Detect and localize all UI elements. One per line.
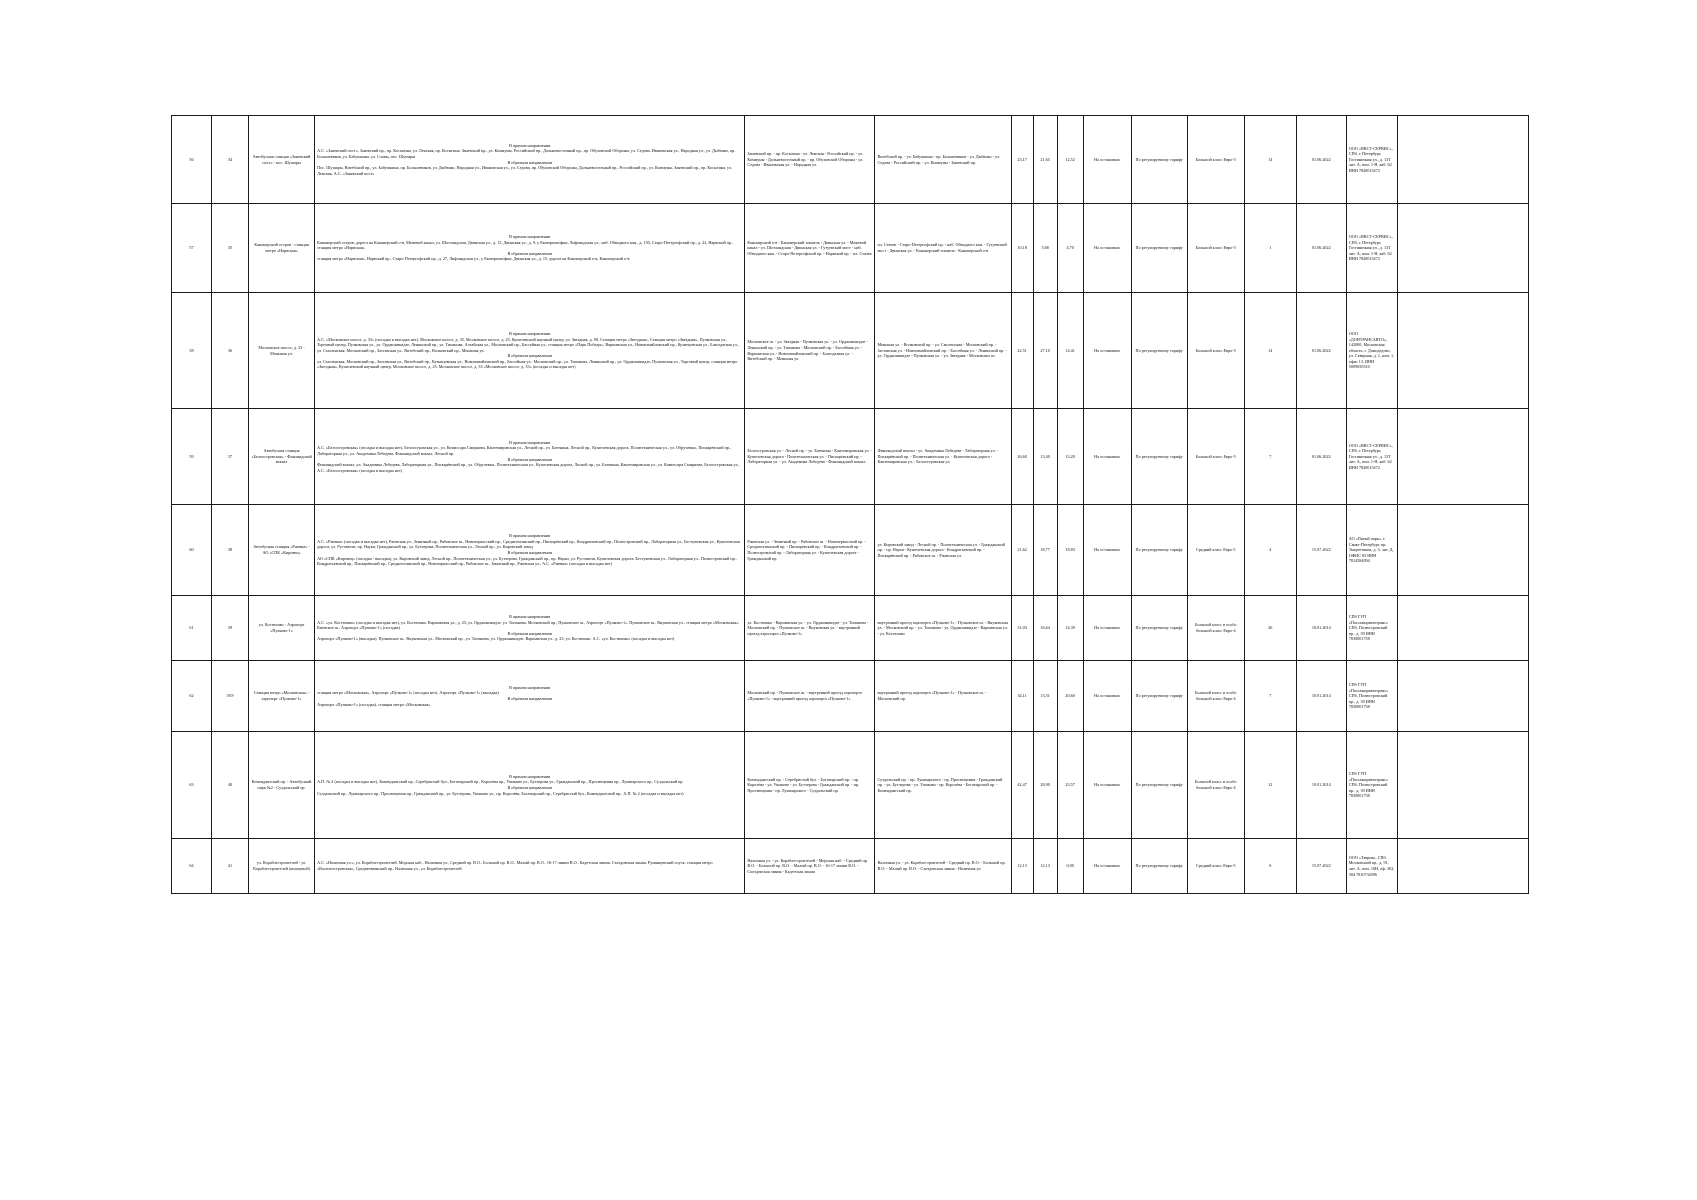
start-date-cell: 10.01.2014 [1296,732,1346,839]
length-avg-cell: 23,57 [1057,732,1083,839]
carrier-cell: АО «Пятый парк», г. Санкт-Петербург, пр. Энергетиков, д. 3, лит. Д, ОФИС 83 ИНН 7814384094 [1346,505,1397,596]
route-code-cell: 35 [212,204,249,293]
streets-forward-cell: Заневский пр. - пр. Косыгина - ул. Ленская - Российский пр. - ул. Коммуны - Дальневосточный пр. - пр. Обуховской Обороны - ул. Седова - Ивановская ул. - Народная ул. [745,116,875,204]
streets-backward-cell: пл. Стачек - Старо-Петергофский пр. - наб. Обводного кан. - Гутуевский мост - Двинская ул. - Канонерский тоннель - Канонерский о-в [875,204,1011,293]
path-forward-text: А.С. «Наличная ул.», ул. Кораблестроителей, Морская наб., Наличная ул., Средний пр. В.О., Большой пр. В.О., Малый пр. В.О., 16-17 линии В.О., Кадетская линия, Съездовская линия, Румянцевский спуск, станция метро «Василеостровская», Среднегаванский пр., Наличная ул., ул. Кораблестроителей [317,860,713,871]
route-path-cell [315,839,745,894]
path-forward-label: В прямом направлении [509,684,551,690]
empty-cell [1397,661,1528,732]
path-backward-label: В обратном направлении [507,550,552,555]
length-forward-cell: 34,11 [1011,661,1033,732]
route-number-cell: 62 [172,661,212,732]
empty-cell [1397,596,1528,661]
stop-mode-cell: На остановках [1083,293,1131,409]
length-backward-cell: 28,90 [1033,732,1057,839]
table-row [172,204,1529,293]
tariff-cell: По регулируемому тарифу [1131,732,1187,839]
path-forward-label: В прямом направлении [509,773,551,779]
length-forward-cell: 22,51 [1011,293,1033,409]
vehicle-class-cell: Большой класс и особо большой класс Евро-4 [1187,661,1244,732]
vehicle-count-cell: 14 [1244,293,1296,409]
length-avg-cell: 12,52 [1057,116,1083,204]
vehicle-count-cell: 4 [1244,505,1296,596]
route-path-cell [315,661,745,732]
streets-backward-cell: ул. Кировский завод - Лесной пр. - Политехническая ул. - Гражданский пр. - пр. Науки - Кушелевская дорога - Кондратьевский пр. - Пискарёвский пр. - Рябовское ш. - Ржевская ул. [875,505,1011,596]
length-avg-cell: 4,70 [1057,204,1083,293]
length-forward-cell: 10,18 [1011,204,1033,293]
length-forward-cell: 42,47 [1011,732,1033,839]
stop-mode-cell: На остановках [1083,505,1131,596]
empty-cell [1397,505,1528,596]
length-backward-cell: 13,51 [1033,661,1057,732]
length-backward-cell: 27,10 [1033,293,1057,409]
streets-backward-cell: Меньшая ул. - Волковский пр. - ул. Смоленская - Московский пр. - Заставская ул. - Новоизмайловский пр. - Бассейная ул. - Ленинский пр. - ул. Орджоникидзе - Пулковская ул. - ул. Звездная - Московское ш. [875,293,1011,409]
path-backward-text: Суздальский пр., Луначарского пр., Просвещения пр., Гражданский пр., ул. Бутлерова, Ушаково ул., пр. Королёва, Богатырский пр., Серебристый бул., Комендантский пр., А.П. № 2 (посадка и высадка нет) [317,790,684,796]
tariff-cell: По регулируемому тарифу [1131,293,1187,409]
streets-forward-cell: Наличная ул. - ул. Кораблестроителей - Морская наб. - Средний пр. В.О. - Большой пр. В.О. - Малый пр. В.О. - 16-17 линии В.О. - Съездовская линия - Кадетская линия [745,839,875,894]
stop-mode-cell: На остановках [1083,732,1131,839]
empty-cell [1397,732,1528,839]
path-backward-label: В обратном направлении [507,159,552,165]
path-forward-label: В прямом направлении [509,614,551,620]
stop-mode-cell: На остановках [1083,661,1131,732]
vehicle-count-cell: 14 [1244,116,1296,204]
carrier-cell: ООО «ВВСТ-СЕРВИС», СПб, г. Петербург, Гостиничная ул., д. 13Т лит. А, пом. 1-Н, каб. 62 ИНН 7820015472 [1346,409,1397,505]
start-date-cell: 10.01.2014 [1296,661,1346,732]
path-forward-text: станция метро «Московская», Аэропорт «Пулково-1» (посадка нет), Аэропорт «Пулково-1» (высадка) [317,690,499,696]
length-avg-cell: 0,00 [1057,839,1083,894]
streets-forward-cell: Московское ш. - ул. Звездная - Пулковская ул. - ул. Орджоникидзе - Ленинский пр. - ул. Типанова - Московский пр. - Бассейная ул. - Варшавская ул. - Новоизмайловский пр. - Благодатная ул. - Витебский пр. - Меньшая ул. [745,293,875,409]
length-backward-cell: 18,77 [1033,505,1057,596]
carrier-cell: ООО «Таврия», СПб, Московский пр., д. 91, лит. А, пом. 10Н, оф. 302, 304 7810734596 [1346,839,1397,894]
carrier-cell: СПб ГУП «Пассажиравтотранс» СПб, Полюстровский пр., д. 39 ИНН 7830001758 [1346,732,1397,839]
route-name-cell: Комендантский пр. - Автобусный парк №2 - Суздальский пр. [249,732,315,839]
route-path-cell [315,293,745,409]
route-name-cell: Станция метро «Московская» - аэропорт «Пулково-1» [249,661,315,732]
path-backward-text: Аэропорт «Пулково-1» (высадка), Пулковское ш., Внуковская ул., Московский пр., ул. Типанова, ул. Орджоникидзе, Варшавская ул., д. 23, ул. Костюшко, А.С. «ул. Костюшко» (посадка и высадка нет) [317,636,675,642]
route-name-cell: Московское шоссе, д. 33 - Меньшая ул. [249,293,315,409]
path-forward-text: А.С. «Заневский пост», Заневский пр., пр. Косыгина, ул. Ленская, пр. Косыгина, Заневский пр., ул. Коммуны, Российский пр., Дальневосточный пр., пр. Обуховской Обороны, ул. Седова, Ивановская ул., Народная ул., ул. Дыбенко, пр. Большевиков, ул. Бабушкина, ул. Славы, пос. Шушары [317,148,736,159]
path-backward-text: Пос. Шушары, Витебский пр., ул. Бабушкина, пр. Большевиков, ул. Дыбенко, Народная ул., Ивановская ул., ул. Седова, пр. Обуховской Обороны, Дальневосточный пр., Российский пр., ул. Коммуны, Заневский пр., пр. Косыгина, ул. Ленская, А.С. «Заневский пост» [317,165,733,176]
path-backward-label: В обратном направлении [507,696,552,701]
stop-mode-cell: На остановках [1083,596,1131,661]
table-row [172,839,1529,894]
table-row [172,116,1529,204]
tariff-cell: По регулируемому тарифу [1131,204,1187,293]
path-forward-label: В прямом направлении [509,439,551,445]
start-date-cell: 01.06.2022 [1296,204,1346,293]
streets-forward-cell: Ржевская ул. - Зенитный пр. - Рябовское ш. - Новочеркасский пр. - Среднеохтинский пр. - Пискарёвский пр. - Кондратьевский пр. - Полюстровский пр. - Лабораторная ул. - Кушелевская дорога - Гражданский пр. [745,505,875,596]
vehicle-class-cell: Большой класс Евро-5 [1187,116,1244,204]
path-backward-text: Аэропорт «Пулково-1» (посадка), станция метро «Московская» [317,701,431,707]
table-row [172,661,1529,732]
path-forward-text: А.С. «Белоостровская» (посадка и высадка нет), Белоостровская ул., ул. Комиссара Смирнова, Кантемировская ул., Лесной пр., ул. Батенина, Лесной пр., Кушелевская дорога, Политехническая ул., ул. Обручевых, Пискарёвский пр., Лабораторная ул., ул. Академика Лебедева, Финляндский вокзал, Лесной пр. [317,445,732,456]
streets-backward-cell: внутренний проезд аэропорта «Пулково-1» - Пулковское ш. - Внуковская ул. - Московский пр. - ул. Типанова - ул. Орджоникидзе - Варшавская ул. - ул. Костюшко [875,596,1011,661]
carrier-cell: СПб ГУП «Пассажиравтотранс» СПб, Полюстровский пр., д. 39 ИНН 7830001758 [1346,661,1397,732]
route-path-cell [315,505,745,596]
length-forward-cell: 12,13 [1011,839,1033,894]
route-name-cell: Автобусная станция «Ржевка» - АО «СПК «Кировец» [249,505,315,596]
carrier-cell: СПб ГУП «Пассажиравтотранс» СПб, Полюстровский пр., д. 39 ИНН 7830001758 [1346,596,1397,661]
start-date-cell: 15.07.2022 [1296,505,1346,596]
tariff-cell: По регулируемому тарифу [1131,116,1187,204]
route-code-cell: 39 [212,596,249,661]
route-number-cell: 58 [172,293,212,409]
vehicle-class-cell: Большой класс и особо большой класс Евро-4 [1187,732,1244,839]
length-avg-cell: 14,41 [1057,293,1083,409]
route-number-cell: 64 [172,839,212,894]
table-row [172,293,1529,409]
streets-forward-cell: Московский пр. - Пулковское ш. - внутренний проезд аэропорта «Пулково-1» - внутренний проезд аэропорта «Пулково-1» [745,661,875,732]
vehicle-class-cell: Большой класс Евро-5 [1187,409,1244,505]
length-avg-cell: 20,60 [1057,661,1083,732]
table-row [172,409,1529,505]
length-backward-cell: 16,64 [1033,596,1057,661]
empty-cell [1397,293,1528,409]
path-forward-text: Канонерский остров, дорога на Канонерский о-в, Межевой канал, ул. Шотландская, Двинская ул., д. 15, Двинская ул., д. 9, у Екатерингофки, Лифляндская ул., наб. Обводного кан., д. 150, Старо-Петергофский пр., д. 22, Нарвский пр., станция метро «Нарвская» [317,239,734,251]
streets-backward-cell: Наличная ул. - ул. Кораблестроителей - Средний пр. В.О. - Большой пр. В.О. - Малый пр. В.О. - Съездовская линия - Наличная ул. [875,839,1011,894]
empty-cell [1397,839,1528,894]
empty-cell [1397,204,1528,293]
route-code-cell: 41 [212,839,249,894]
path-forward-label: В прямом направлении [509,331,551,337]
route-name-cell: Канонерский остров - станция метро «Нарвская» [249,204,315,293]
path-backward-text: ул. Смоленская, Московский пр., Заставская ул., Витебский пр., Кузнецовская ул., Новоизмайловский пр., Бассейная ул., Московский пр., ул. Типанова, Ленинский пр., ул. Орджоникидзе, Пулковская ул., Торговый центр, станция метро «Звездная», Кушелевский научный центр, Московское шоссе, д. 25, Московское шоссе, д. 33 «Московское шоссе, д. 33» (посадка и высадка нет) [317,358,738,370]
path-forward-text: А.С. «Ржевка» (посадка и высадка нет), Ржевская ул., Зенитный пр., Рябовское ш., Новочеркасский пр., Среднеохтинский пр., Пискарёвский пр., Кондратьевский пр., Полюстровский пр., Лабораторная ул., Бестужевская ул., Кушелевская дорога, ул. Руставели, пр. Науки, Гражданский пр., ул. Бутлерова, Политехническая ул., Лесной пр., ул. Кировский завод [317,538,740,550]
route-path-cell [315,116,745,204]
route-code-cell: 36 [212,293,249,409]
start-date-cell: 01.06.2022 [1296,116,1346,204]
empty-cell [1397,409,1528,505]
streets-backward-cell: Витебский пр. - ул. Бабушкина - пр. Большевиков - ул. Дыбенко - ул. Седова - Российский пр. - ул. Коммуны - Заневский пр. [875,116,1011,204]
table-row [172,505,1529,596]
length-forward-cell: 21,62 [1011,505,1033,596]
vehicle-count-cell: 7 [1244,661,1296,732]
path-forward-text: А.П. № 2 (посадка и высадка нет), Комендантский пр., Серебристый бул., Богатырский пр., Королёва пр., Ушаково ул., Бутлерова ул., Гражданский пр., Просвещения пр., Луначарского пр., Суздальский пр. [317,779,684,785]
vehicle-count-cell: 7 [1244,409,1296,505]
path-forward-text: А.С. «Московское шоссе, д. 33» (посадка и высадка нет), Московское шоссе, д. 35, Московское шоссе, д. 25, Кушелевский научный центр, ул. Звездная, д. 90, Станция метро «Звездная», Станция метро «Звездная», Пулковская ул., Торговый центр, Пулковская ул., ул. Орджоникидзе, Ленинский пр., ул. Типанова, Алтайская ул., Московский пр., Бассейная ул., станция метро «Парк Победы», Варшавская ул., Новоизмайловский пр., Кузнецовская ул., Благодатная ул., ул. Смоленская, Московский пр., Заставская ул., Витебский пр., Волковский пр., Меньшая ул. [317,336,739,353]
length-forward-cell: 31,03 [1011,596,1033,661]
route-number-cell: 60 [172,505,212,596]
route-number-cell: 63 [172,732,212,839]
tariff-cell: По регулируемому тарифу [1131,839,1187,894]
route-code-cell: 40 [212,732,249,839]
path-forward-label: В прямом направлении [509,533,551,539]
length-backward-cell: 13,40 [1033,409,1057,505]
route-name-cell: Автобусная станция «Заневский пост» - пос. Шушары [249,116,315,204]
stop-mode-cell: На остановках [1083,116,1131,204]
path-backward-label: В обратном направлении [507,456,552,462]
length-avg-cell: 18,83 [1057,505,1083,596]
start-date-cell: 10.01.2014 [1296,596,1346,661]
start-date-cell: 15.07.2022 [1296,839,1346,894]
vehicle-class-cell: Средний класс Евро-5 [1187,839,1244,894]
length-backward-cell: 21,65 [1033,116,1057,204]
path-backward-label: В обратном направлении [507,785,552,790]
table-row [172,596,1529,661]
path-backward-label: В обратном направлении [507,630,552,636]
route-name-cell: ул. Костюшко - Аэропорт «Пулково-1» [249,596,315,661]
vehicle-class-cell: Большой класс и особо большой класс Евро-4 [1187,596,1244,661]
route-code-cell: 38 [212,505,249,596]
carrier-cell: ООО «ВВСТ-СЕРВИС», СПб, г. Петербург, Гостиничная ул., д. 13Т лит. А, пом. 1-Н, каб. 62 ИНН 7820015472 [1346,116,1397,204]
path-backward-text: АО «СПК «Кировец» (посадка - высадка), ул. Кировский завод, Лесной пр., Политехническая ул., ул. Бутлерова, Гражданский пр., пр. Науки, ул. Руставели, Кушелевская дорога, Бестужевская ул., Лабораторная ул., Полюстровский пр., Кондратьевский пр., Пискарёвский пр., Среднеохтинский пр., Новочеркасский пр., Рябовское ш., Зенитный пр., Ржевская ул., А.С. «Ржевка» (посадка и высадка нет) [317,555,737,567]
route-code-cell: 39Э [212,661,249,732]
start-date-cell: 01.06.2022 [1296,293,1346,409]
length-backward-cell: 12,13 [1033,839,1057,894]
tariff-cell: По регулируемому тарифу [1131,596,1187,661]
path-backward-label: В обратном направлении [507,353,552,359]
start-date-cell: 01.06.2022 [1296,409,1346,505]
streets-forward-cell: Комендантский пр. - Серебристый бул. - Богатырский пр. - пр. Королёва - ул. Ушаково - ул. Бутлерова - Гражданский пр. - пр. Просвещения - пр. Луначарского - Суздальский пр. [745,732,875,839]
path-backward-text: станция метро «Нарвская», Нарвский пр., Старо-Петергофский пр., д. 27, Лифляндская ул., у Екатерингофки, Двинская ул., д. 15, дорога на Канонерский о-в, Канонерский о-в [317,256,630,262]
path-forward-text: А.С. «ул. Костюшко» (посадка и высадка нет), ул. Костюшко, Варшавская ул., д. 23, ул. Орджоникидзе, ул. Типанова, Московский пр., Пулковское ш., Аэропорт «Пулково-1», Пулковское ш., Внуковская ул., станция метро «Московская», Киевское ш., Аэропорт «Пулково-1» (посадка) [317,619,740,631]
stop-mode-cell: На остановках [1083,839,1131,894]
route-path-cell [315,732,745,839]
route-path-cell [315,204,745,293]
path-backward-label: В обратном направлении [507,250,552,256]
vehicle-class-cell: Большой класс Евро-5 [1187,293,1244,409]
route-path-cell [315,596,745,661]
stop-mode-cell: На остановках [1083,204,1131,293]
streets-forward-cell: Канонерский о-в - Канонерский тоннель - Двинская ул. - Межевой канал - ул. Шотландская - Двинская ул. - Гутуевский мост - наб. Обводного кан. - Старо-Петергофский пр. - Нарвский пр. - пл. Стачек [745,204,875,293]
length-backward-cell: 5,68 [1033,204,1057,293]
route-code-cell: 34 [212,116,249,204]
streets-forward-cell: ул. Костюшко - Варшавская ул. - ул. Орджоникидзе - ул. Типанова - Московский пр. - Пулковское ш. - Внуковская ул. - внутренний проезд аэропорта «Пулково-1» [745,596,875,661]
route-name-cell: Автобусная станция «Белоостровская» - Финляндский вокзал [249,409,315,505]
vehicle-class-cell: Средний класс Евро-5 [1187,505,1244,596]
tariff-cell: По регулируемому тарифу [1131,661,1187,732]
routes-table [171,115,1529,894]
streets-forward-cell: Белоостровская ул. - Лесной пр. - ул. Батенина - Кантемировская ул. - Кушелевская дорога - Политехническая ул. - Пискарёвский пр. - Лабораторная ул. - ул. Академика Лебедева - Финляндский вокзал [745,409,875,505]
empty-cell [1397,116,1528,204]
length-avg-cell: 13,20 [1057,409,1083,505]
carrier-cell: ООО «ВВСТ-СЕРВИС», СПб, г. Петербург, Гостиничная ул., д. 13Т лит. А, пом. 1-Н, каб. 62 ИНН 7820015472 [1346,204,1397,293]
vehicle-count-cell: 12 [1244,732,1296,839]
route-number-cell: 56 [172,116,212,204]
path-forward-label: В прямом направлении [509,234,551,240]
tariff-cell: По регулируемому тарифу [1131,409,1187,505]
route-number-cell: 57 [172,204,212,293]
vehicle-count-cell: 26 [1244,596,1296,661]
length-forward-cell: 23,17 [1011,116,1033,204]
length-avg-cell: 14,39 [1057,596,1083,661]
streets-backward-cell: Суздальский пр. - пр. Луначарского - пр. Просвещения - Гражданский пр. - ул. Бутлерова - ул. Ушаково - пр. Королёва - Богатырский пр. - Комендантский пр. [875,732,1011,839]
route-name-cell: ул. Кораблестроителей - ул. Кораблестроителей (кольцевой) [249,839,315,894]
route-number-cell: 61 [172,596,212,661]
tariff-cell: По регулируемому тарифу [1131,505,1187,596]
vehicle-count-cell: 1 [1244,204,1296,293]
path-forward-label: В прямом направлении [509,142,551,148]
streets-backward-cell: внутренний проезд аэропорта «Пулково-1» - Пулковское ш. - Московский пр. [875,661,1011,732]
stop-mode-cell: На остановках [1083,409,1131,505]
carrier-cell: ООО «ДОНТРАНСАВТО», 142000, Московская область, г. Домодедово, ул. Северная, д. 1, пом. 1, офис 13, ИНН 5009050310 [1346,293,1397,409]
route-path-cell [315,409,745,505]
vehicle-count-cell: 6 [1244,839,1296,894]
vehicle-class-cell: Большой класс Евро-5 [1187,204,1244,293]
route-number-cell: 59 [172,409,212,505]
path-backward-text: Финляндский вокзал, ул. Академика Лебедева, Лабораторная ул., Пискарёвский пр., ул. Обручевых, Политехническая ул., Кушелевская дорога, Лесной пр., ул. Батенина, Кантемировская ул., ул. Комиссара Смирнова, Белоостровская ул., А.С. «Белоостровская» (посадка и высадка нет) [317,462,740,473]
streets-backward-cell: Финляндский вокзал - ул. Академика Лебедева - Лабораторная ул. - Пискарёвский пр. - Политехническая ул. - Кушелевская дорога - Кантемировская ул. - Белоостровская ул. [875,409,1011,505]
table-row [172,732,1529,839]
route-code-cell: 37 [212,409,249,505]
length-forward-cell: 26,60 [1011,409,1033,505]
